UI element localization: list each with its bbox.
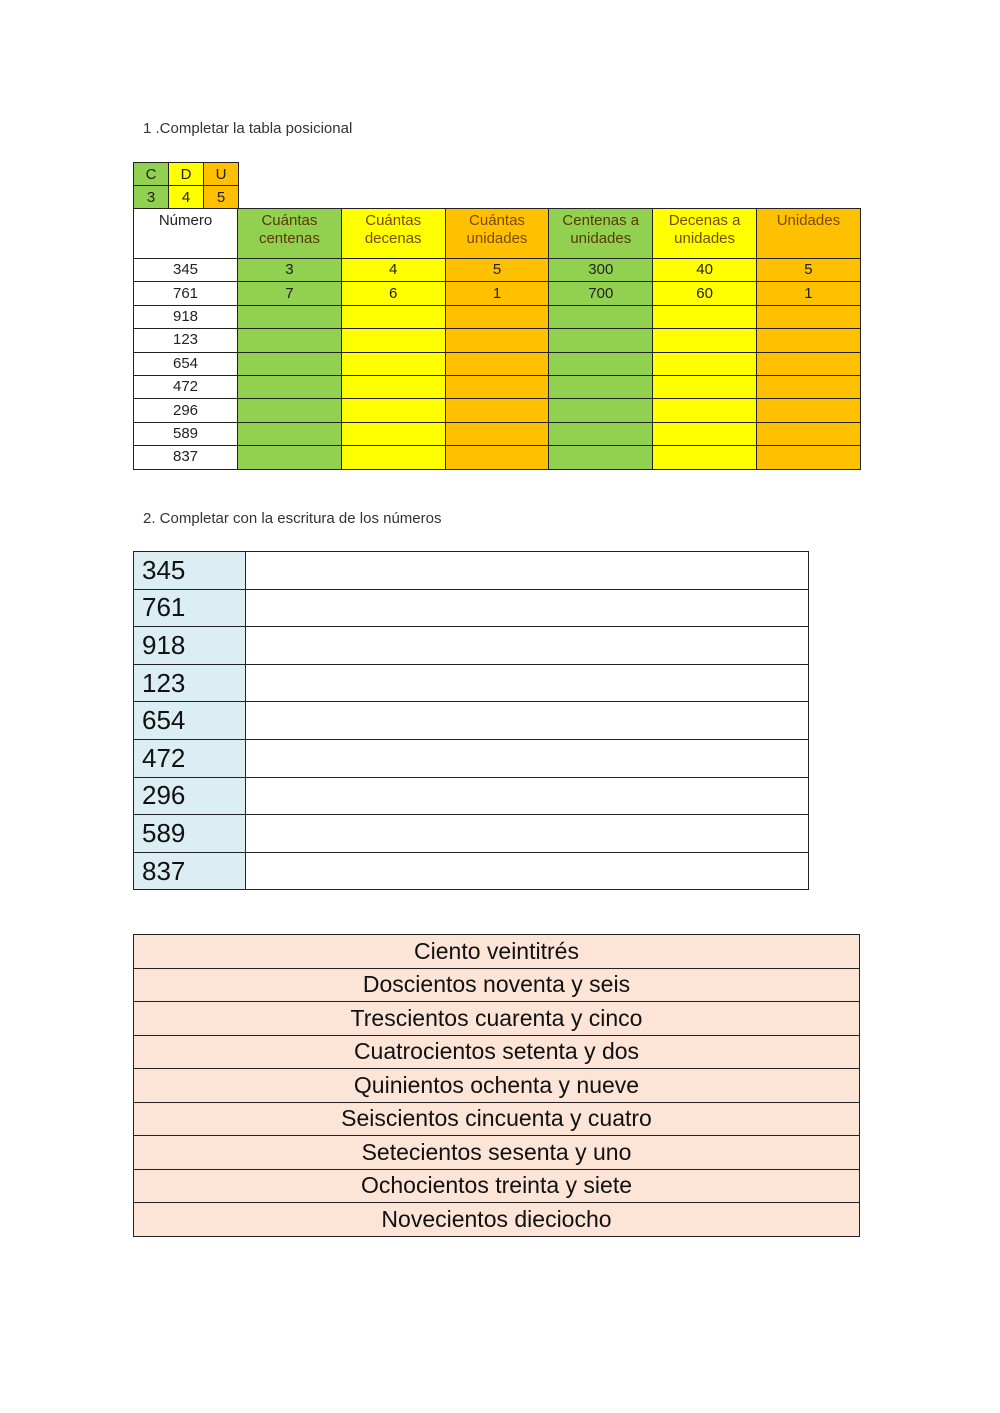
centenas-cell[interactable]	[238, 399, 342, 422]
centenas-a-unidades-cell[interactable]	[549, 422, 653, 445]
section-2-title: 2. Completar con la escritura de los números	[143, 510, 442, 527]
answer-drop-cell[interactable]	[246, 627, 809, 665]
decenas-cell[interactable]	[341, 352, 445, 375]
cdu-key-value-u: 5	[204, 186, 239, 209]
number-label: 345	[134, 552, 246, 590]
table-row	[134, 777, 809, 815]
writing-table	[133, 551, 809, 890]
answer-option[interactable]: Quinientos ochenta y nueve	[134, 1069, 860, 1103]
table-row	[134, 702, 809, 740]
decenas-cell[interactable]	[341, 329, 445, 352]
number-label: 761	[134, 589, 246, 627]
positional-table	[133, 208, 861, 470]
answer-option[interactable]: Trescientos cuarenta y cinco	[134, 1002, 860, 1036]
number-label: 472	[134, 739, 246, 777]
number-cell: 345	[134, 259, 238, 282]
decenas-a-unidades-cell[interactable]	[653, 329, 757, 352]
list-item	[134, 1169, 860, 1203]
table-row	[134, 375, 861, 398]
table-row	[134, 664, 809, 702]
unidades-total-cell[interactable]: 5	[756, 259, 860, 282]
header-cuantas-centenas: Cuántas centenas	[238, 209, 342, 259]
list-item	[134, 1136, 860, 1170]
unidades-total-cell[interactable]	[756, 446, 860, 469]
centenas-cell[interactable]	[238, 446, 342, 469]
table-row	[134, 552, 809, 590]
decenas-a-unidades-cell[interactable]	[653, 305, 757, 328]
centenas-cell[interactable]	[238, 305, 342, 328]
unidades-total-cell[interactable]	[756, 375, 860, 398]
table-row	[134, 627, 809, 665]
list-item	[134, 1002, 860, 1036]
unidades-cell[interactable]: 1	[445, 282, 549, 305]
answer-drop-cell[interactable]	[246, 702, 809, 740]
number-cell: 837	[134, 446, 238, 469]
decenas-a-unidades-cell[interactable]	[653, 375, 757, 398]
table-row	[134, 446, 861, 469]
centenas-cell[interactable]	[238, 375, 342, 398]
answer-drop-cell[interactable]	[246, 589, 809, 627]
list-item	[134, 1102, 860, 1136]
table-row	[134, 329, 861, 352]
header-cuantas-decenas: Cuántas decenas	[341, 209, 445, 259]
centenas-a-unidades-cell[interactable]	[549, 399, 653, 422]
unidades-total-cell[interactable]	[756, 399, 860, 422]
unidades-total-cell[interactable]	[756, 329, 860, 352]
decenas-cell[interactable]: 4	[341, 259, 445, 282]
table-row	[134, 305, 861, 328]
number-cell: 589	[134, 422, 238, 445]
table-row	[134, 259, 861, 282]
decenas-a-unidades-cell[interactable]: 60	[653, 282, 757, 305]
unidades-total-cell[interactable]	[756, 422, 860, 445]
cdu-key-header-row	[134, 163, 239, 186]
decenas-a-unidades-cell[interactable]: 40	[653, 259, 757, 282]
answer-drop-cell[interactable]	[246, 777, 809, 815]
answer-option[interactable]: Doscientos noventa y seis	[134, 968, 860, 1002]
positional-header-row	[134, 209, 861, 259]
number-label: 837	[134, 852, 246, 890]
centenas-a-unidades-cell[interactable]	[549, 352, 653, 375]
table-row	[134, 282, 861, 305]
centenas-cell[interactable]	[238, 352, 342, 375]
unidades-total-cell[interactable]	[756, 305, 860, 328]
centenas-a-unidades-cell[interactable]	[549, 329, 653, 352]
header-cuantas-unidades: Cuántas unidades	[445, 209, 549, 259]
table-row	[134, 399, 861, 422]
list-item	[134, 1035, 860, 1069]
answer-drop-cell[interactable]	[246, 739, 809, 777]
list-item	[134, 968, 860, 1002]
number-label: 123	[134, 664, 246, 702]
table-row	[134, 352, 861, 375]
unidades-total-cell[interactable]: 1	[756, 282, 860, 305]
table-row	[134, 815, 809, 853]
answer-drop-cell[interactable]	[246, 552, 809, 590]
centenas-a-unidades-cell[interactable]: 300	[549, 259, 653, 282]
answer-option[interactable]: Cuatrocientos setenta y dos	[134, 1035, 860, 1069]
answer-bank	[133, 934, 860, 1237]
number-cell: 761	[134, 282, 238, 305]
answer-option[interactable]: Seiscientos cincuenta y cuatro	[134, 1102, 860, 1136]
centenas-a-unidades-cell[interactable]	[549, 375, 653, 398]
header-unidades: Unidades	[756, 209, 860, 259]
answer-option[interactable]: Ochocientos treinta y siete	[134, 1169, 860, 1203]
table-row	[134, 852, 809, 890]
number-label: 918	[134, 627, 246, 665]
header-numero: Número	[134, 209, 238, 259]
cdu-key-value-d: 4	[169, 186, 204, 209]
unidades-cell[interactable]	[445, 352, 549, 375]
list-item	[134, 1069, 860, 1103]
decenas-a-unidades-cell[interactable]	[653, 352, 757, 375]
number-cell: 654	[134, 352, 238, 375]
unidades-cell[interactable]	[445, 329, 549, 352]
number-label: 296	[134, 777, 246, 815]
decenas-a-unidades-cell[interactable]	[653, 399, 757, 422]
unidades-total-cell[interactable]	[756, 352, 860, 375]
centenas-cell[interactable]	[238, 329, 342, 352]
section-1-title: 1 .Completar la tabla posicional	[143, 120, 353, 137]
list-item	[134, 935, 860, 969]
table-row	[134, 422, 861, 445]
number-cell: 296	[134, 399, 238, 422]
answer-drop-cell[interactable]	[246, 664, 809, 702]
answer-drop-cell[interactable]	[246, 852, 809, 890]
unidades-cell[interactable]: 5	[445, 259, 549, 282]
decenas-cell[interactable]: 6	[341, 282, 445, 305]
decenas-cell[interactable]	[341, 446, 445, 469]
answer-option[interactable]: Ciento veintitrés	[134, 935, 860, 969]
list-item	[134, 1203, 860, 1237]
header-decenas-a-unidades: Decenas a unidades	[653, 209, 757, 259]
cdu-key-u: U	[204, 163, 239, 186]
number-label: 654	[134, 702, 246, 740]
centenas-cell[interactable]: 7	[238, 282, 342, 305]
cdu-key-c: C	[134, 163, 169, 186]
cdu-key-value-row	[134, 186, 239, 209]
answer-option[interactable]: Novecientos dieciocho	[134, 1203, 860, 1237]
unidades-cell[interactable]	[445, 422, 549, 445]
answer-drop-cell[interactable]	[246, 815, 809, 853]
table-row	[134, 739, 809, 777]
centenas-cell[interactable]: 3	[238, 259, 342, 282]
cdu-key-table	[133, 162, 239, 209]
unidades-cell[interactable]	[445, 446, 549, 469]
number-cell: 472	[134, 375, 238, 398]
number-label: 589	[134, 815, 246, 853]
cdu-key-d: D	[169, 163, 204, 186]
decenas-cell[interactable]	[341, 422, 445, 445]
header-centenas-a-unidades: Centenas a unidades	[549, 209, 653, 259]
centenas-a-unidades-cell[interactable]	[549, 305, 653, 328]
unidades-cell[interactable]	[445, 375, 549, 398]
decenas-a-unidades-cell[interactable]	[653, 446, 757, 469]
table-row	[134, 589, 809, 627]
decenas-cell[interactable]	[341, 375, 445, 398]
answer-option[interactable]: Setecientos sesenta y uno	[134, 1136, 860, 1170]
cdu-key-value-c: 3	[134, 186, 169, 209]
centenas-a-unidades-cell[interactable]: 700	[549, 282, 653, 305]
decenas-a-unidades-cell[interactable]	[653, 422, 757, 445]
centenas-a-unidades-cell[interactable]	[549, 446, 653, 469]
decenas-cell[interactable]	[341, 305, 445, 328]
unidades-cell[interactable]	[445, 305, 549, 328]
unidades-cell[interactable]	[445, 399, 549, 422]
decenas-cell[interactable]	[341, 399, 445, 422]
centenas-cell[interactable]	[238, 422, 342, 445]
number-cell: 918	[134, 305, 238, 328]
number-cell: 123	[134, 329, 238, 352]
